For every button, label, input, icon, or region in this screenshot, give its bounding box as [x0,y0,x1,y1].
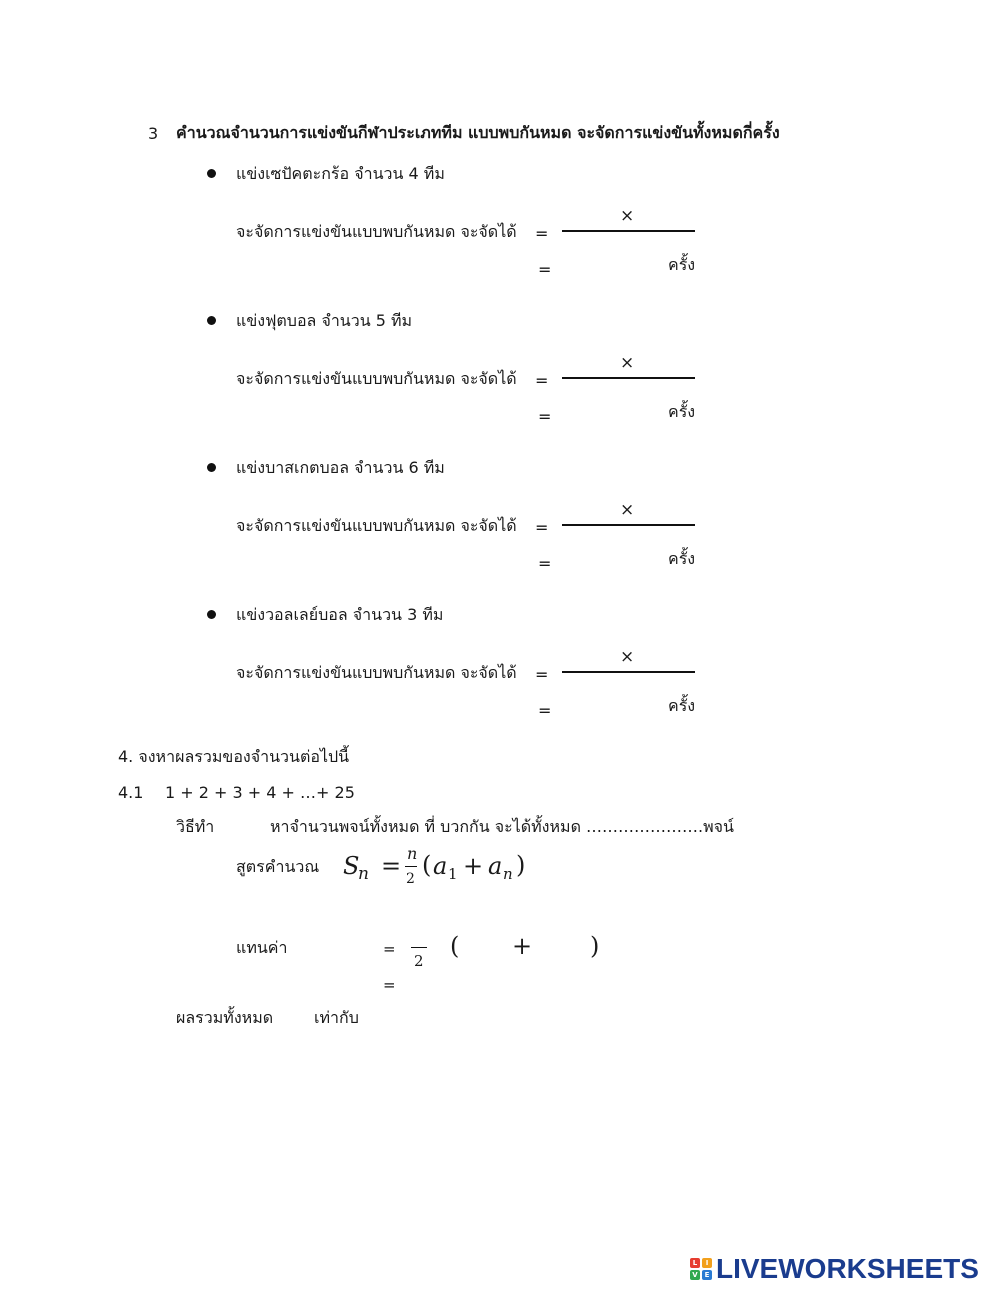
substitute-den: 2 [414,952,424,970]
formula-den: 2 [406,871,415,887]
substitute-label: แทนค่า [236,938,288,957]
item-3-equals-2: = [538,554,552,573]
item-3-times: × [620,500,635,520]
formula-eq: = [381,852,402,880]
q4-title: 4. จงหาผลรวมของจำนวนต่อไปนี้ [118,747,350,766]
substitute-eq-2: = [383,976,396,994]
substitute-fraction-line [411,947,427,948]
item-4-unit: ครั้ง [668,696,696,715]
item-1-times: × [620,206,635,226]
bullet-icon [207,169,216,178]
item-1-equals: = [535,224,549,243]
item-3-calc-label: จะจัดการแข่งขันแบบพบกันหมด จะจัดได้ [236,516,517,535]
formula-open: ( [422,851,432,879]
item-3-unit: ครั้ง [668,549,696,568]
formula-an: a [488,852,503,880]
logo-block-v: V [690,1270,700,1280]
item-2-equals-2: = [538,407,552,426]
formula-fraction-line [405,866,417,867]
item-1-label: แข่งเซปัคตะกร้อ จำนวน 4 ทีม [236,164,445,183]
formula-a1-sub: 1 [448,865,458,883]
q4-sequence: 1 + 2 + 3 + 4 + …+ 25 [165,783,355,802]
formula-a1: a [433,852,448,880]
bullet-icon [207,610,216,619]
item-3-label: แข่งบาสเกตบอล จำนวน 6 ทีม [236,458,445,477]
item-3-fraction-line [562,524,695,526]
formula-s-sub: n [358,864,369,884]
liveworksheets-logo [690,1254,979,1284]
substitute-plus: + [512,932,533,960]
item-1-fraction-line [562,230,695,232]
item-2-unit: ครั้ง [668,402,696,421]
logo-block-l: L [690,1258,700,1268]
formula-plus: + [463,852,484,880]
item-4-times: × [620,647,635,667]
formula-an-sub: n [503,865,513,883]
logo-block-e: E [702,1270,712,1280]
logo-text: LIVEWORKSHEETS [716,1253,979,1284]
formula-num: n [407,844,418,863]
item-4-equals-2: = [538,701,552,720]
bullet-icon [207,463,216,472]
substitute-open: ( [450,932,460,960]
item-4-equals: = [535,665,549,684]
total-label: ผลรวมทั้งหมด [176,1008,274,1027]
item-2-equals: = [535,371,549,390]
logo-blocks-icon [690,1258,712,1280]
substitute-close: ) [590,932,600,960]
item-4-fraction-line [562,671,695,673]
item-2-calc-label: จะจัดการแข่งขันแบบพบกันหมด จะจัดได้ [236,369,517,388]
item-4-label: แข่งวอลเลย์บอล จำนวน 3 ทีม [236,605,444,624]
item-2-label: แข่งฟุตบอล จำนวน 5 ทีม [236,311,413,330]
formula-s: S [343,852,360,880]
method-label: วิธีทำ [176,817,215,836]
formula [343,846,543,892]
formula-label: สูตรคำนวณ [236,857,320,876]
q4-sub-number: 4.1 [118,783,144,802]
item-1-equals-2: = [538,260,552,279]
formula-close: ) [516,851,526,879]
item-1-unit: ครั้ง [668,255,696,274]
method-text: หาจำนวนพจน์ทั้งหมด ที่ บวกกัน จะได้ทั้งหมด ………………….พจน์ [270,817,734,836]
item-4-calc-label: จะจัดการแข่งขันแบบพบกันหมด จะจัดได้ [236,663,517,682]
total-equals: เท่ากับ [314,1008,359,1027]
item-2-fraction-line [562,377,695,379]
q3-title: คำนวณจำนวนการแข่งขันกีฬาประเภททีม แบบพบกันหมด จะจัดการแข่งขันทั้งหมดกี่ครั้ง [176,123,780,142]
q3-number: 3 [148,124,159,143]
bullet-icon [207,316,216,325]
substitute-eq: = [383,940,396,958]
logo-block-i: I [702,1258,712,1268]
item-2-times: × [620,353,635,373]
item-3-equals: = [535,518,549,537]
item-1-calc-label: จะจัดการแข่งขันแบบพบกันหมด จะจัดได้ [236,222,517,241]
